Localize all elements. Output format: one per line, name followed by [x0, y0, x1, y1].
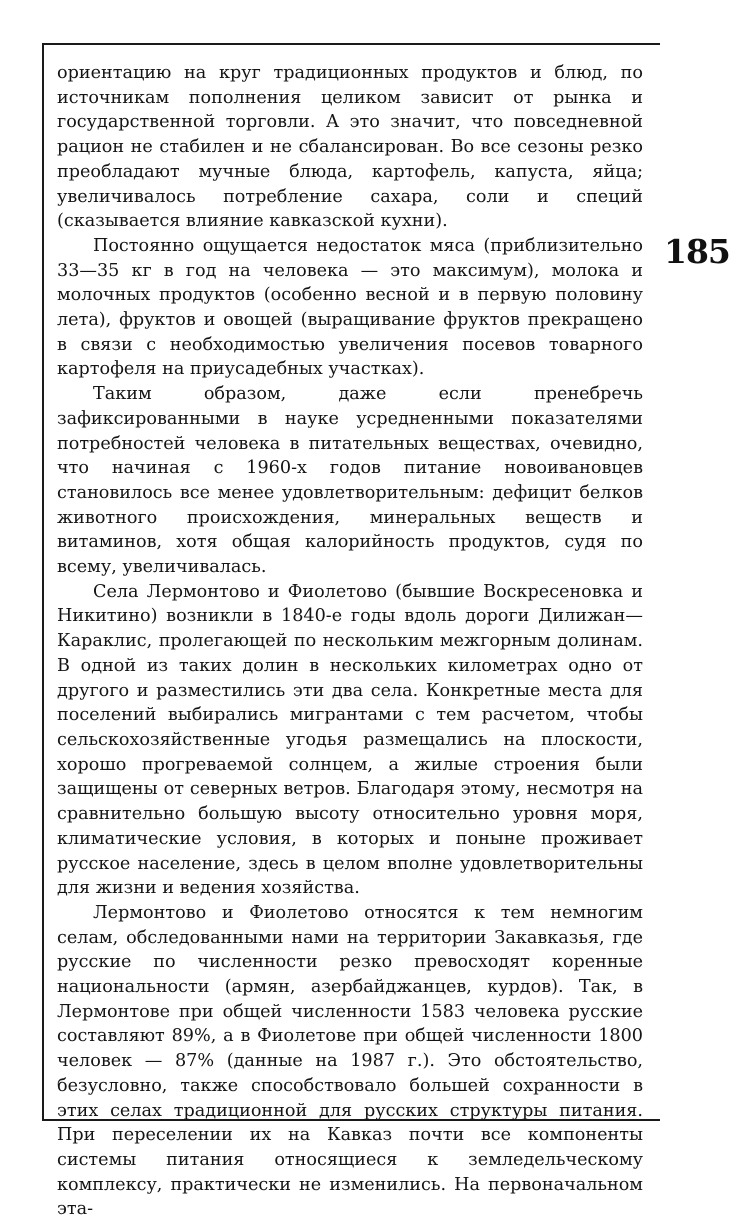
page-number: 185 [664, 232, 730, 271]
paragraph-5: Лермонтово и Фиолетово относятся к тем немногим селам, обследованными нами на территории Закавказья, где русские по численности резко превосходят коренные национальности (армян, азербайджанцев, курдов). Так, в Лермонтове при общей численности 1583 человека русские составляют 89%, а в Фиолетове при общей численности 1800 человек — 87% (данные на 1987 г.). Это обстоятельство, безусловно, также способствовало большей сохранности в этих селах традиционной для русских структуры питания. При переселении их на Кавказ почти все компоненты системы питания относящиеся к земледельческому комплексу, практически не изменились. На первоначальном эта- [57, 902, 643, 1220]
paragraph-4: Села Лермонтово и Фиолетово (бывшие Воскресеновка и Никитино) возникли в 1840-е годы вдоль дороги Дилижан—Караклис, пролегающей по нескольким межгорным долинам. В одной из таких долин в нескольких километрах одно от другого и разместились эти два села. Конкретные места для поселений выбирались мигрантами с тем расчетом, чтобы сельскохозяйственные угодья размещались на плоскости, хорошо прогреваемой солнцем, а жилые строения были защищены от северных ветров. Благодаря этому, несмотря на сравнительно большую высоту относительно уровня моря, климатические условия, в которых и поныне проживает русское население, здесь в целом вполне удовлетворительны для жизни и ведения хозяйства. [57, 581, 643, 899]
paragraph-2: Постоянно ощущается недостаток мяса (приблизительно 33—35 кг в год на человека — это максимум), молока и молочных продуктов (особенно весной и в первую половину лета), фруктов и овощей (выращивание фруктов прекращено в связи с необходимостью увеличения посевов товарного картофеля на приусадебных участках). [57, 235, 643, 380]
paragraph-3: Таким образом, даже если пренебречь зафиксированными в науке усредненными показателями потребностей человека в питательных веществах, очевидно, что начиная с 1960-х годов питание новоивановцев становилось все менее удовлетворительным: дефицит белков животного происхождения, минеральных веществ и витаминов, хотя общая калорийность продуктов, судя по всему, увеличивалась. [57, 384, 643, 578]
paragraph-1: ориентацию на круг традиционных продуктов и блюд, по источникам пополнения целиком зависит от рынка и государственной торговли. А это значит, что повседневной рацион не стабилен и не сбалансирован. Во все сезоны резко преобладают мучные блюда, картофель, капуста, яйца; увеличивалось потребление сахара, соли и специй (сказывается влияние кавказской кухни). [57, 63, 643, 232]
body-text [57, 61, 643, 1222]
